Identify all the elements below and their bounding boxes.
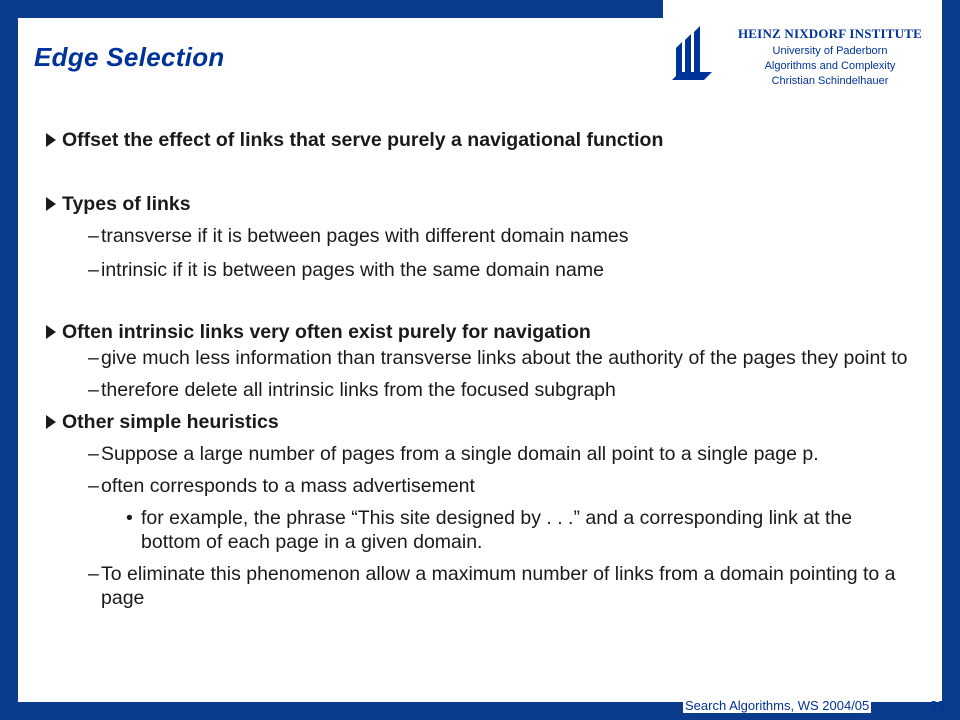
institute-author: Christian Schindelhauer: [771, 75, 889, 87]
sub-text: give much less information than transverse links about the authority of the pages they point to: [101, 347, 908, 369]
dash-glyph: –: [88, 347, 99, 369]
sub-item: [46, 258, 916, 282]
institute-name: HEINZ NIXDORF INSTITUTE: [738, 26, 922, 41]
dash-glyph: –: [88, 259, 99, 281]
slide-content: [46, 128, 916, 610]
dash-glyph: –: [88, 443, 99, 465]
sub-text: intrinsic if it is between pages with the same domain name: [101, 259, 604, 281]
slide-title: Edge Selection: [34, 42, 225, 72]
sub-item: [46, 562, 916, 610]
institute-group: Algorithms and Complexity: [764, 60, 896, 72]
footer-course: Search Algorithms, WS 2004/05: [685, 698, 870, 713]
page-number: 23: [930, 698, 945, 713]
subsub-text: for example, the phrase “This site designed by . . .” and a corresponding link at the bottom of each page in a given domain.: [141, 507, 853, 553]
bullet-text: Types of links: [62, 193, 191, 215]
institute-university: University of Paderborn: [772, 45, 888, 57]
sub-item: [46, 474, 916, 498]
bullet-text: Offset the effect of links that serve purely a navigational function: [62, 129, 664, 151]
bullet-item: [46, 192, 916, 216]
sub-item: [46, 346, 916, 370]
dash-glyph: –: [88, 563, 99, 585]
dash-glyph: –: [88, 379, 99, 401]
dash-glyph: –: [88, 225, 99, 247]
sub-text: transverse if it is between pages with different domain names: [101, 225, 629, 247]
arrow-bullet-icon: [46, 415, 56, 429]
arrow-bullet-icon: [46, 325, 56, 339]
bullet-item: [46, 410, 916, 434]
sub-text: often corresponds to a mass advertisement: [101, 475, 475, 497]
dash-glyph: –: [88, 475, 99, 497]
bullet-item: [46, 320, 916, 344]
frame-right-bar: [942, 0, 960, 720]
arrow-bullet-icon: [46, 197, 56, 211]
sub-text: To eliminate this phenomenon allow a maximum number of links from a domain pointing to a page: [101, 563, 896, 609]
university-logo-icon: [670, 26, 714, 82]
bullet-text: Often intrinsic links very often exist purely for navigation: [62, 321, 591, 343]
dot-bullet-glyph: •: [126, 507, 133, 529]
institute-block: [716, 26, 944, 87]
sub-item: [46, 442, 916, 466]
subsub-item: [46, 506, 916, 554]
bullet-item: [46, 128, 916, 152]
arrow-bullet-icon: [46, 133, 56, 147]
bullet-text: Other simple heuristics: [62, 411, 279, 433]
sub-text: therefore delete all intrinsic links from the focused subgraph: [101, 379, 616, 401]
sub-item: [46, 378, 916, 402]
sub-item: [46, 224, 916, 248]
sub-text: Suppose a large number of pages from a single domain all point to a single page p.: [101, 443, 819, 465]
